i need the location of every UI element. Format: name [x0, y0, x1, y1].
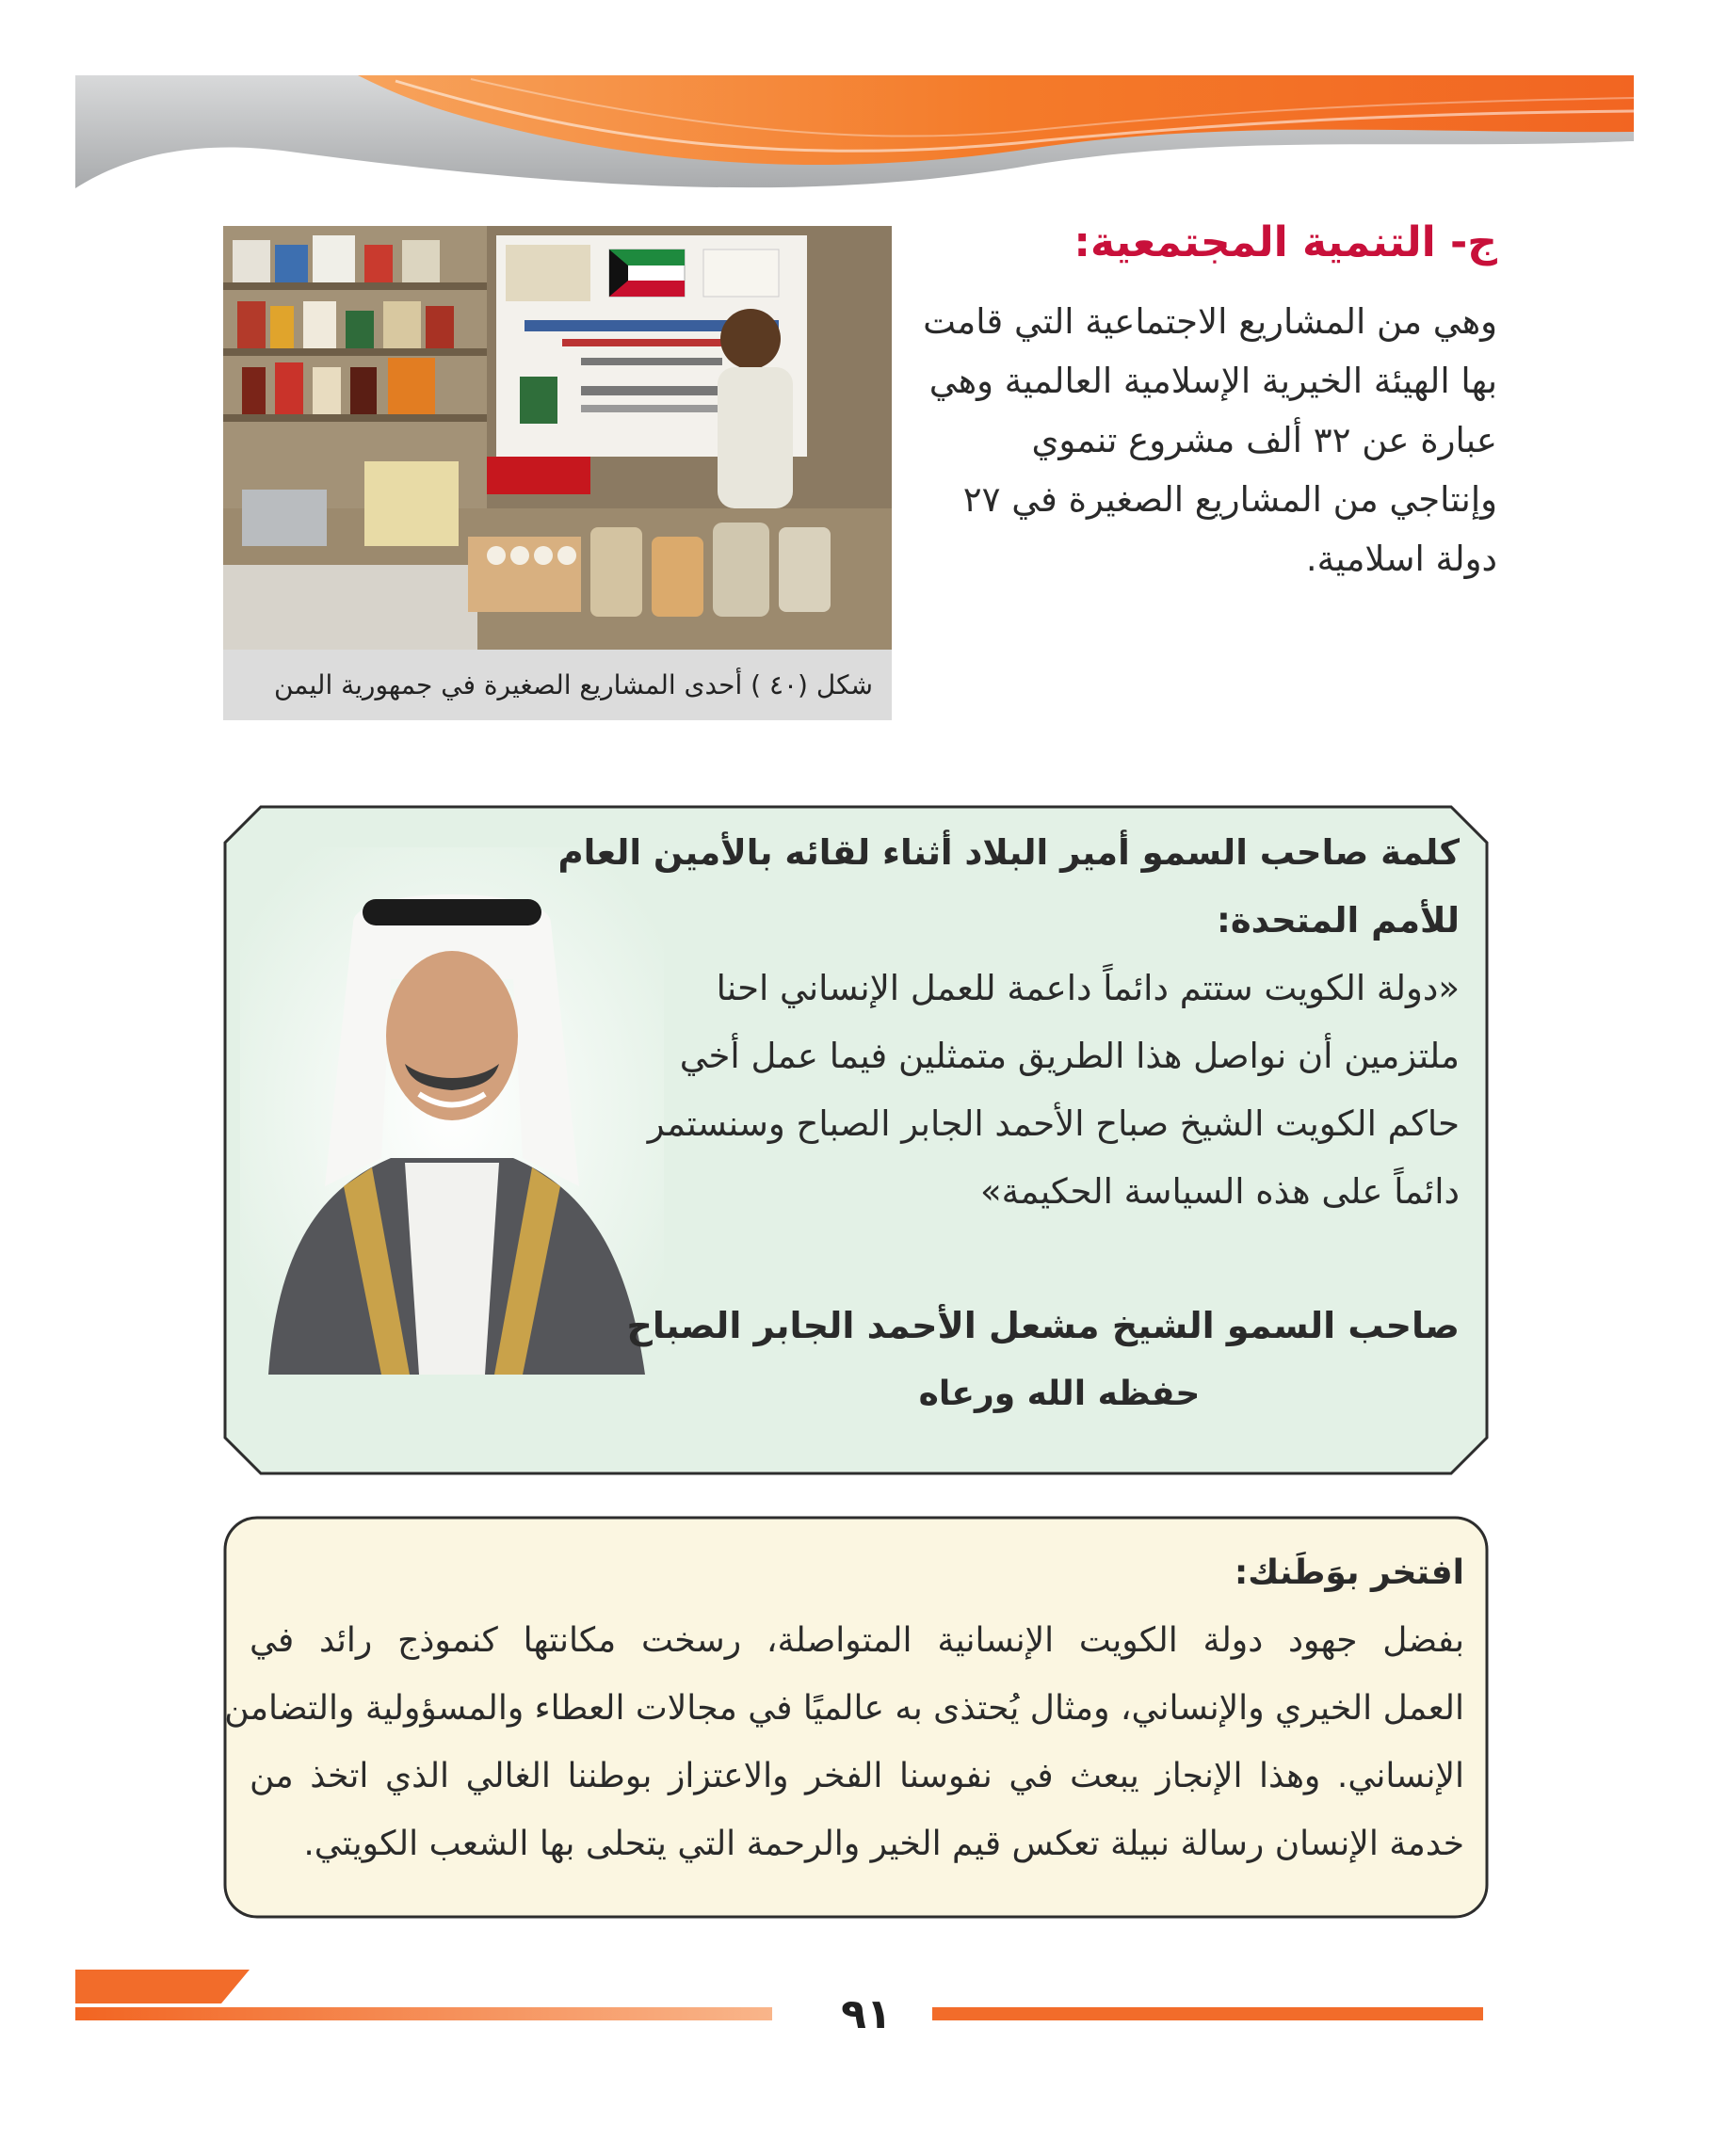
quote-title-line: للأمم المتحدة:	[1217, 900, 1460, 941]
pride-text-block	[224, 1539, 1464, 1907]
pride-line: خدمة الإنسان رسالة نبيلة تعكس قيم الخير والرحمة التي يتحلى بها الشعب الكويتي.	[303, 1825, 1464, 1863]
quote-title-line: كلمة صاحب السمو أمير البلاد أثناء لقائه بالأمين العام	[557, 832, 1460, 873]
section-body-line: دولة اسلامية.	[1305, 539, 1497, 579]
section-body-line: وهي من المشاريع الاجتماعية التي قامت	[923, 301, 1497, 342]
page-number: ٩١	[841, 1990, 892, 2038]
shop-photo	[223, 226, 892, 650]
section-heading: ج- التنمية المجتمعية:	[1073, 218, 1497, 266]
signature-name: صاحب السمو الشيخ مشعل الأحمد الجابر الصباح	[626, 1305, 1460, 1346]
section-body	[923, 292, 1497, 650]
pride-line: الإنساني. وهذا الإنجاز يبعث في نفوسنا الفخر والاعتزاز بوطننا الغالي الذي اتخذ من	[250, 1757, 1464, 1795]
signature-blessing: حفظه الله ورعاه	[918, 1375, 1201, 1413]
pride-line: بفضل جهود دولة الكويت الإنسانية المتواصلة، رسخت مكانتها كنموذج رائد في	[250, 1621, 1464, 1660]
pride-line: العمل الخيري والإنساني، ومثال يُحتذى به عالميًا في مجالات العطاء والمسؤولية والتضامن	[224, 1689, 1464, 1728]
section-body-line: وإنتاجي من المشاريع الصغيرة في ٢٧	[962, 479, 1497, 520]
section-body-line: عبارة عن ٣٢ ألف مشروع تنموي	[1031, 420, 1497, 460]
pride-title: افتخر بوَطَنك:	[1234, 1553, 1464, 1592]
section-body-line: بها الهيئة الخيرية الإسلامية العالمية وهي	[928, 361, 1497, 401]
figure-caption: شكل (٤٠ ) أحدى المشاريع الصغيرة في جمهورية اليمن	[273, 669, 873, 700]
emir-portrait	[240, 847, 664, 1375]
figure-frame	[223, 226, 892, 720]
quote-line: دائماً على هذه السياسة الحكيمة»	[980, 1171, 1460, 1212]
header-wave-banner	[0, 0, 1711, 217]
quote-line: «دولة الكويت ستتم دائماً داعمة للعمل الإنساني احنا	[716, 968, 1460, 1008]
quote-line: حاكم الكويت الشيخ صباح الأحمد الجابر الصباح وسنستمر	[647, 1103, 1460, 1144]
quote-line: ملتزمين أن نواصل هذا الطريق متمثلين فيما عمل أخي	[679, 1036, 1460, 1076]
quote-signature	[626, 1290, 1460, 1427]
